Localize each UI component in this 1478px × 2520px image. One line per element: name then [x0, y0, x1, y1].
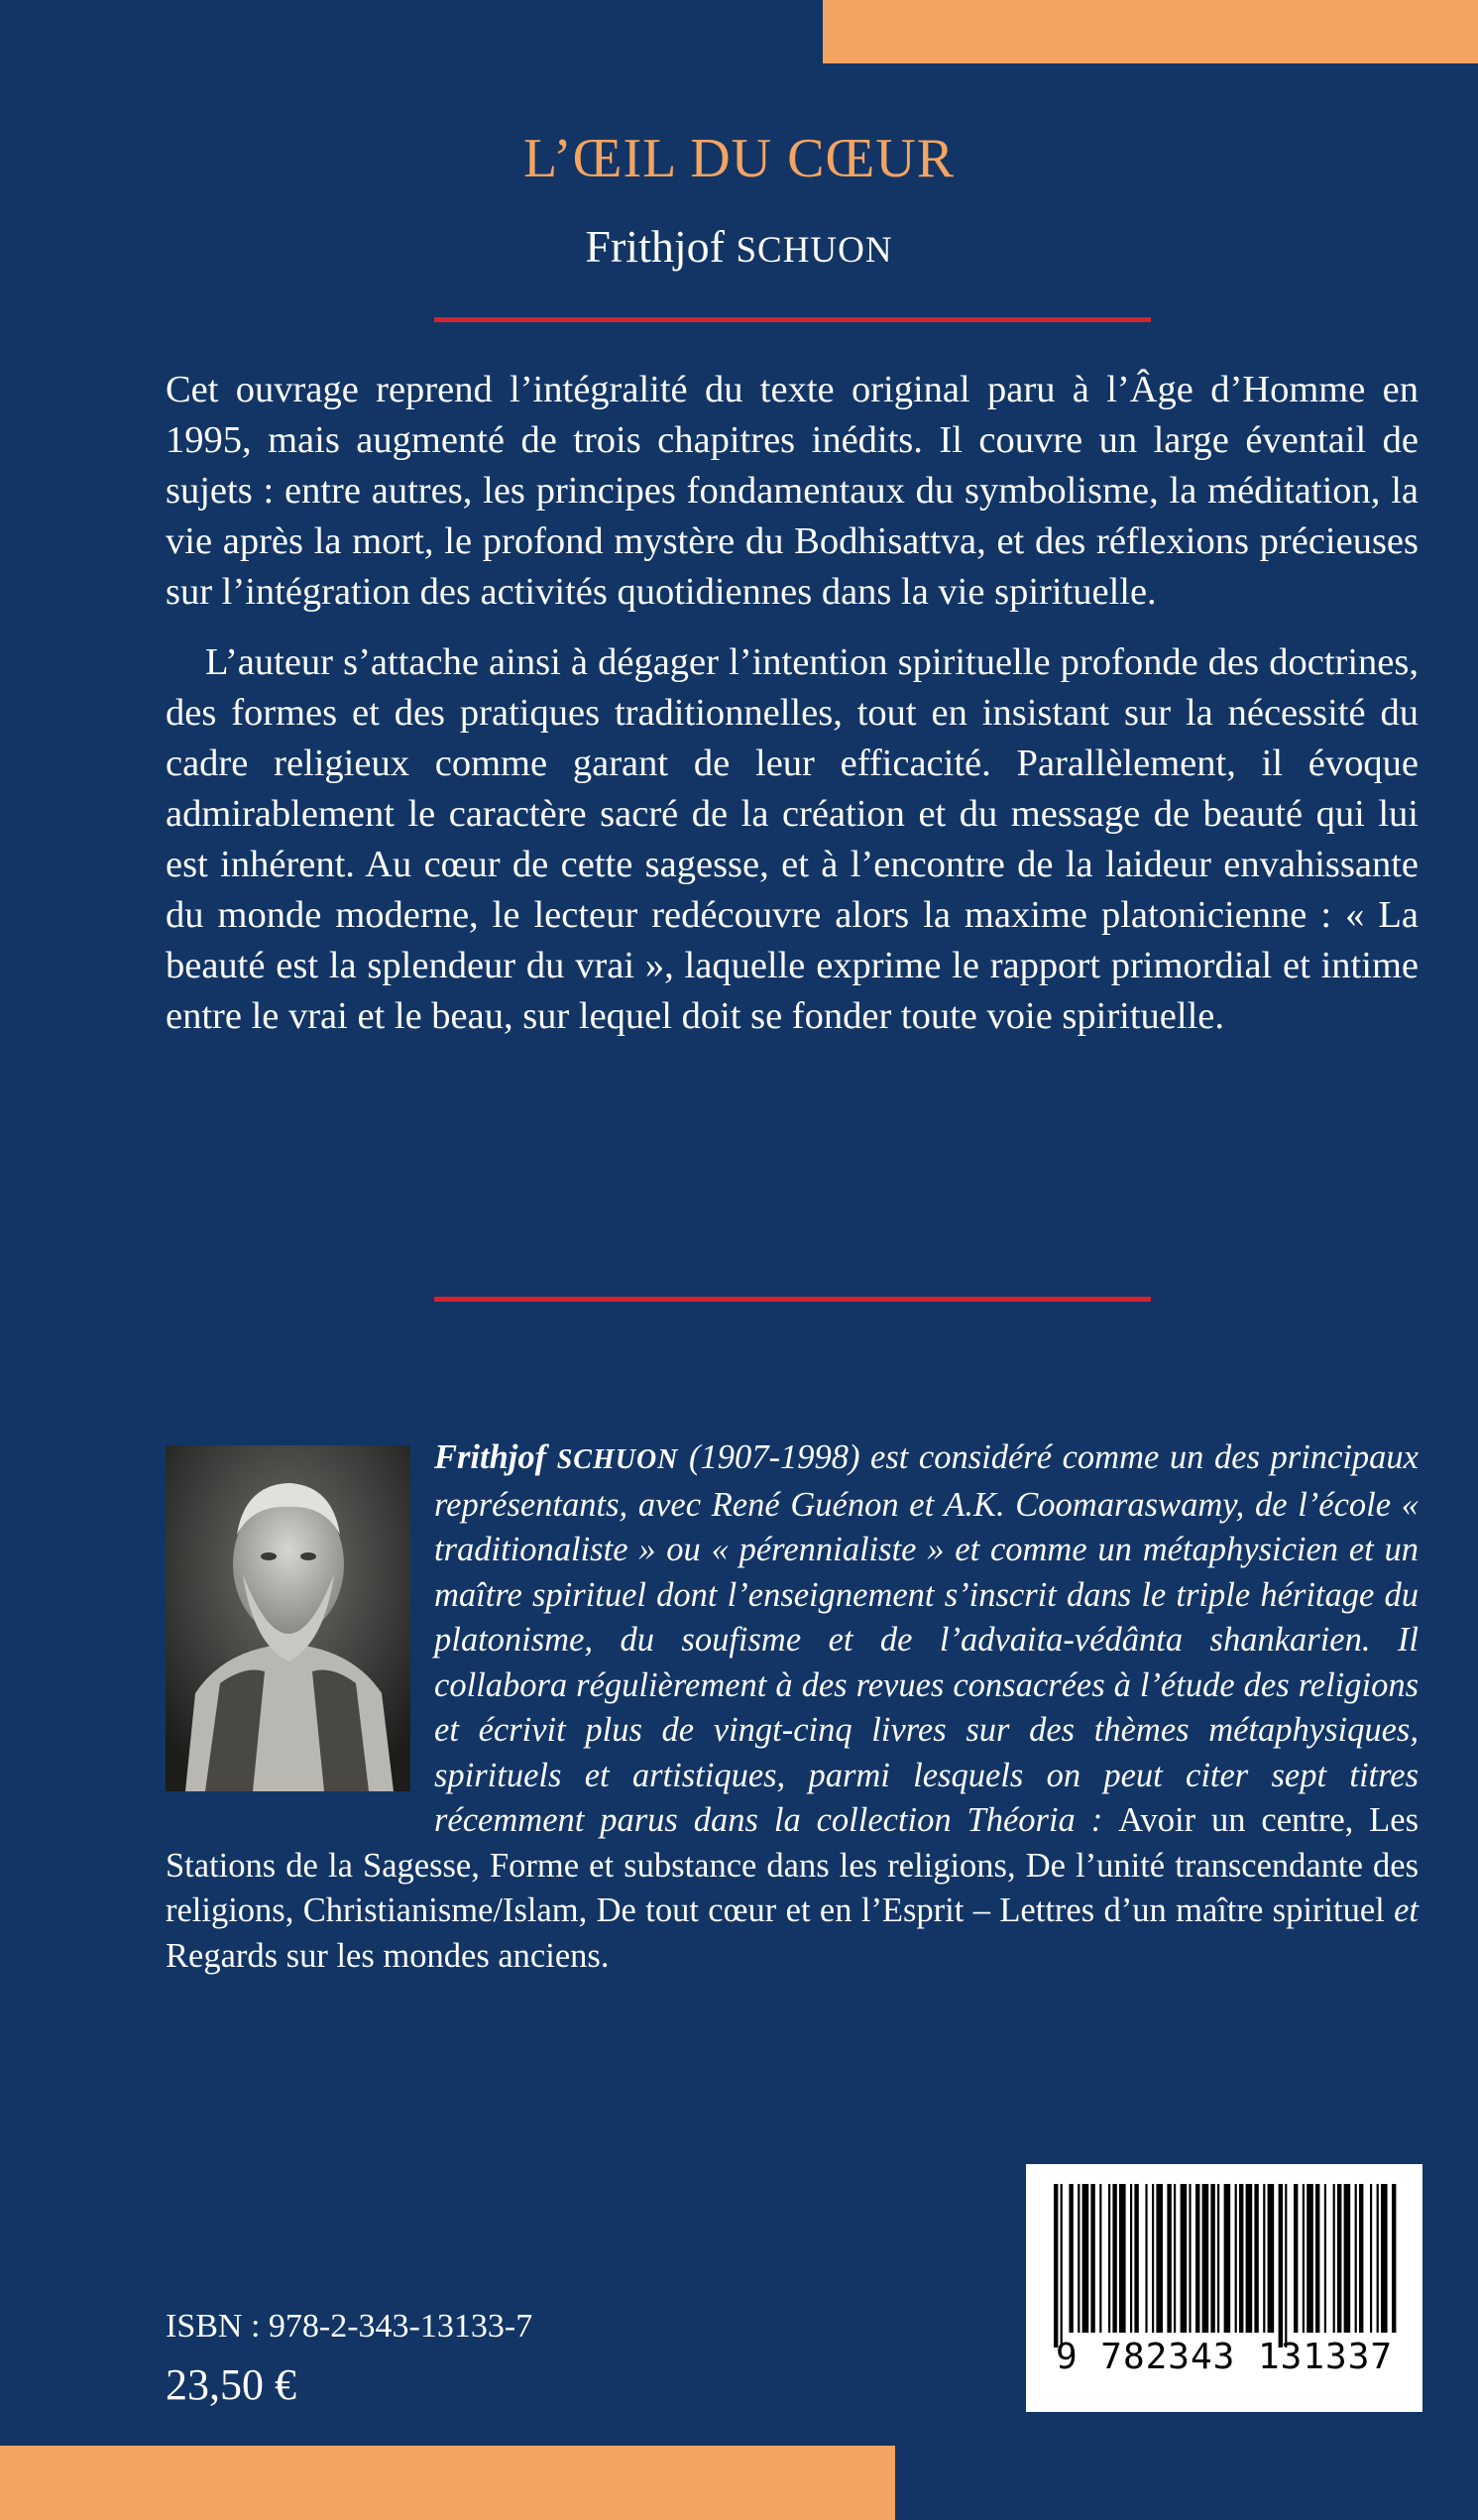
barcode-bar — [1268, 2184, 1275, 2333]
barcode-bar — [1156, 2184, 1163, 2333]
author-photo — [166, 1445, 410, 1791]
barcode-bar — [1285, 2184, 1287, 2348]
barcode-bar — [1174, 2184, 1176, 2333]
barcode-bar — [1344, 2184, 1351, 2333]
barcode-bar — [1279, 2184, 1283, 2348]
description-text — [166, 365, 1419, 1042]
barcode-bar — [1145, 2184, 1147, 2333]
barcode-bar — [1210, 2184, 1214, 2333]
barcode-bar — [1112, 2184, 1116, 2333]
barcode-bar — [1152, 2184, 1154, 2333]
barcode-bar — [1370, 2184, 1372, 2333]
barcode-bar — [1061, 2184, 1063, 2348]
barcode — [1026, 2164, 1422, 2412]
barcode-bar — [1381, 2184, 1388, 2333]
barcode-bar — [1246, 2184, 1253, 2333]
author-bio — [166, 1435, 1419, 1979]
price: 23,50 € — [166, 2360, 296, 2409]
barcode-bar — [1359, 2184, 1363, 2333]
barcode-bar — [1130, 2184, 1132, 2333]
barcode-bar — [1235, 2184, 1237, 2333]
author-first-name: Frithjof — [585, 221, 725, 272]
bio-name-last: SCHUON — [556, 1444, 679, 1475]
bio-last-title: Regards sur les mondes anciens. — [166, 1936, 610, 1975]
barcode-bar — [1202, 2184, 1209, 2333]
description-paragraph-2: L’auteur s’attache ainsi à dégager l’intention spirituelle profonde des doctrines, des formes et des pratiques traditionnelles, tout en insistant sur la nécessité du cadre religieux comme garant de leur efficacité. Parallèlement, il évoque admirablement le caractère sacré de la création et du message de beauté qui lui est inhérent. Au cœur de cette sagesse, et à l’encontre de la laideur envahissante du monde moderne, le lecteur redécouvre alors la maxime platonicienne : « La beauté est la splendeur du vrai », laquelle exprime le rapport primordial et intime entre le vrai et le beau, sur lequel doit se fonder toute voie spirituelle. — [166, 641, 1419, 1037]
top-divider — [434, 317, 1151, 322]
top-color-band — [823, 0, 1478, 63]
barcode-bar — [1090, 2184, 1094, 2333]
book-title: L’ŒIL DU CŒUR — [522, 128, 956, 189]
bio-et: et — [1394, 1891, 1419, 1929]
isbn: ISBN : 978-2-343-13133-7 — [166, 2308, 533, 2345]
barcode-bar — [1315, 2184, 1319, 2333]
barcode-bar — [1254, 2184, 1258, 2333]
barcode-bar — [1355, 2184, 1357, 2333]
barcode-bar — [1217, 2184, 1219, 2333]
barcode-bar — [1069, 2184, 1073, 2333]
barcode-bar — [1377, 2184, 1379, 2333]
barcode-bar — [1099, 2184, 1101, 2333]
barcode-bar — [1263, 2184, 1265, 2333]
barcode-bar — [1337, 2184, 1341, 2333]
barcode-bar — [1189, 2184, 1191, 2333]
barcode-bar — [1303, 2184, 1305, 2333]
barcode-bar — [1224, 2184, 1231, 2333]
barcode-bar — [1307, 2184, 1313, 2333]
middle-divider — [434, 1297, 1151, 1302]
barcode-bar — [1078, 2184, 1080, 2333]
bio-titles: Avoir un centre, Les Stations de la Sagesse, Forme et substance dans les religions, De l’unité transcendante des religions, Christianisme/Islam, De tout cœur et en l’Esprit – Lettres d’un maître spirituel — [166, 1801, 1419, 1929]
barcode-bar — [1239, 2184, 1243, 2333]
barcode-bar — [1392, 2184, 1396, 2333]
barcode-bar — [1294, 2184, 1298, 2333]
barcode-bar — [1167, 2184, 1171, 2333]
barcode-bar — [1195, 2184, 1199, 2333]
author-portrait-image — [166, 1445, 410, 1791]
description-paragraph-1: Cet ouvrage reprend l’intégralité du texte original paru à l’Âge d’Homme en 1995, mais augmenté de trois chapitres inédits. Il couvre un large éventail de sujets : entre autres, les principes fondamentaux du symbolisme, la méditation, la vie après la mort, le profond mystère du Bodhisattva, et des réflexions précieuses sur l’intégration des activités quotidiennes dans la vie spirituelle. — [166, 369, 1419, 613]
bottom-color-band — [0, 2446, 895, 2520]
barcode-bar — [1108, 2184, 1110, 2333]
barcode-bar — [1324, 2184, 1326, 2333]
barcode-bar — [1082, 2184, 1089, 2333]
barcode-bar — [1333, 2184, 1335, 2333]
book-author — [0, 220, 1478, 273]
barcode-bar — [1134, 2184, 1138, 2333]
barcode-digits: 9 782343 131337 — [1055, 2337, 1394, 2377]
bio-name-first: Frithjof — [434, 1438, 547, 1476]
barcode-bar — [1054, 2184, 1058, 2348]
bio-italic-text: (1907-1998) est considéré comme un des principaux représentants, avec René Guénon et A.K. Coomaraswamy, de l’école « traditionaliste » ou « pérennialiste » et comme un métaphysicien et un maître spirituel dont l’enseignement s’inscrit dans le triple héritage du platonisme, du soufisme et de l’advaita-védânta shankarien. Il collabora régulièrement à des revues consacrées à l’étude des religions et écrivit plus de vingt-cinq livres sur des thèmes métaphysiques, spirituels et artistiques, parmi lesquels on peut citer sept titres récemment parus dans la collection Théoria : — [434, 1438, 1419, 1839]
barcode-bar — [1119, 2184, 1126, 2333]
barcode-bar — [1181, 2184, 1188, 2333]
author-last-name: SCHUON — [736, 230, 893, 271]
